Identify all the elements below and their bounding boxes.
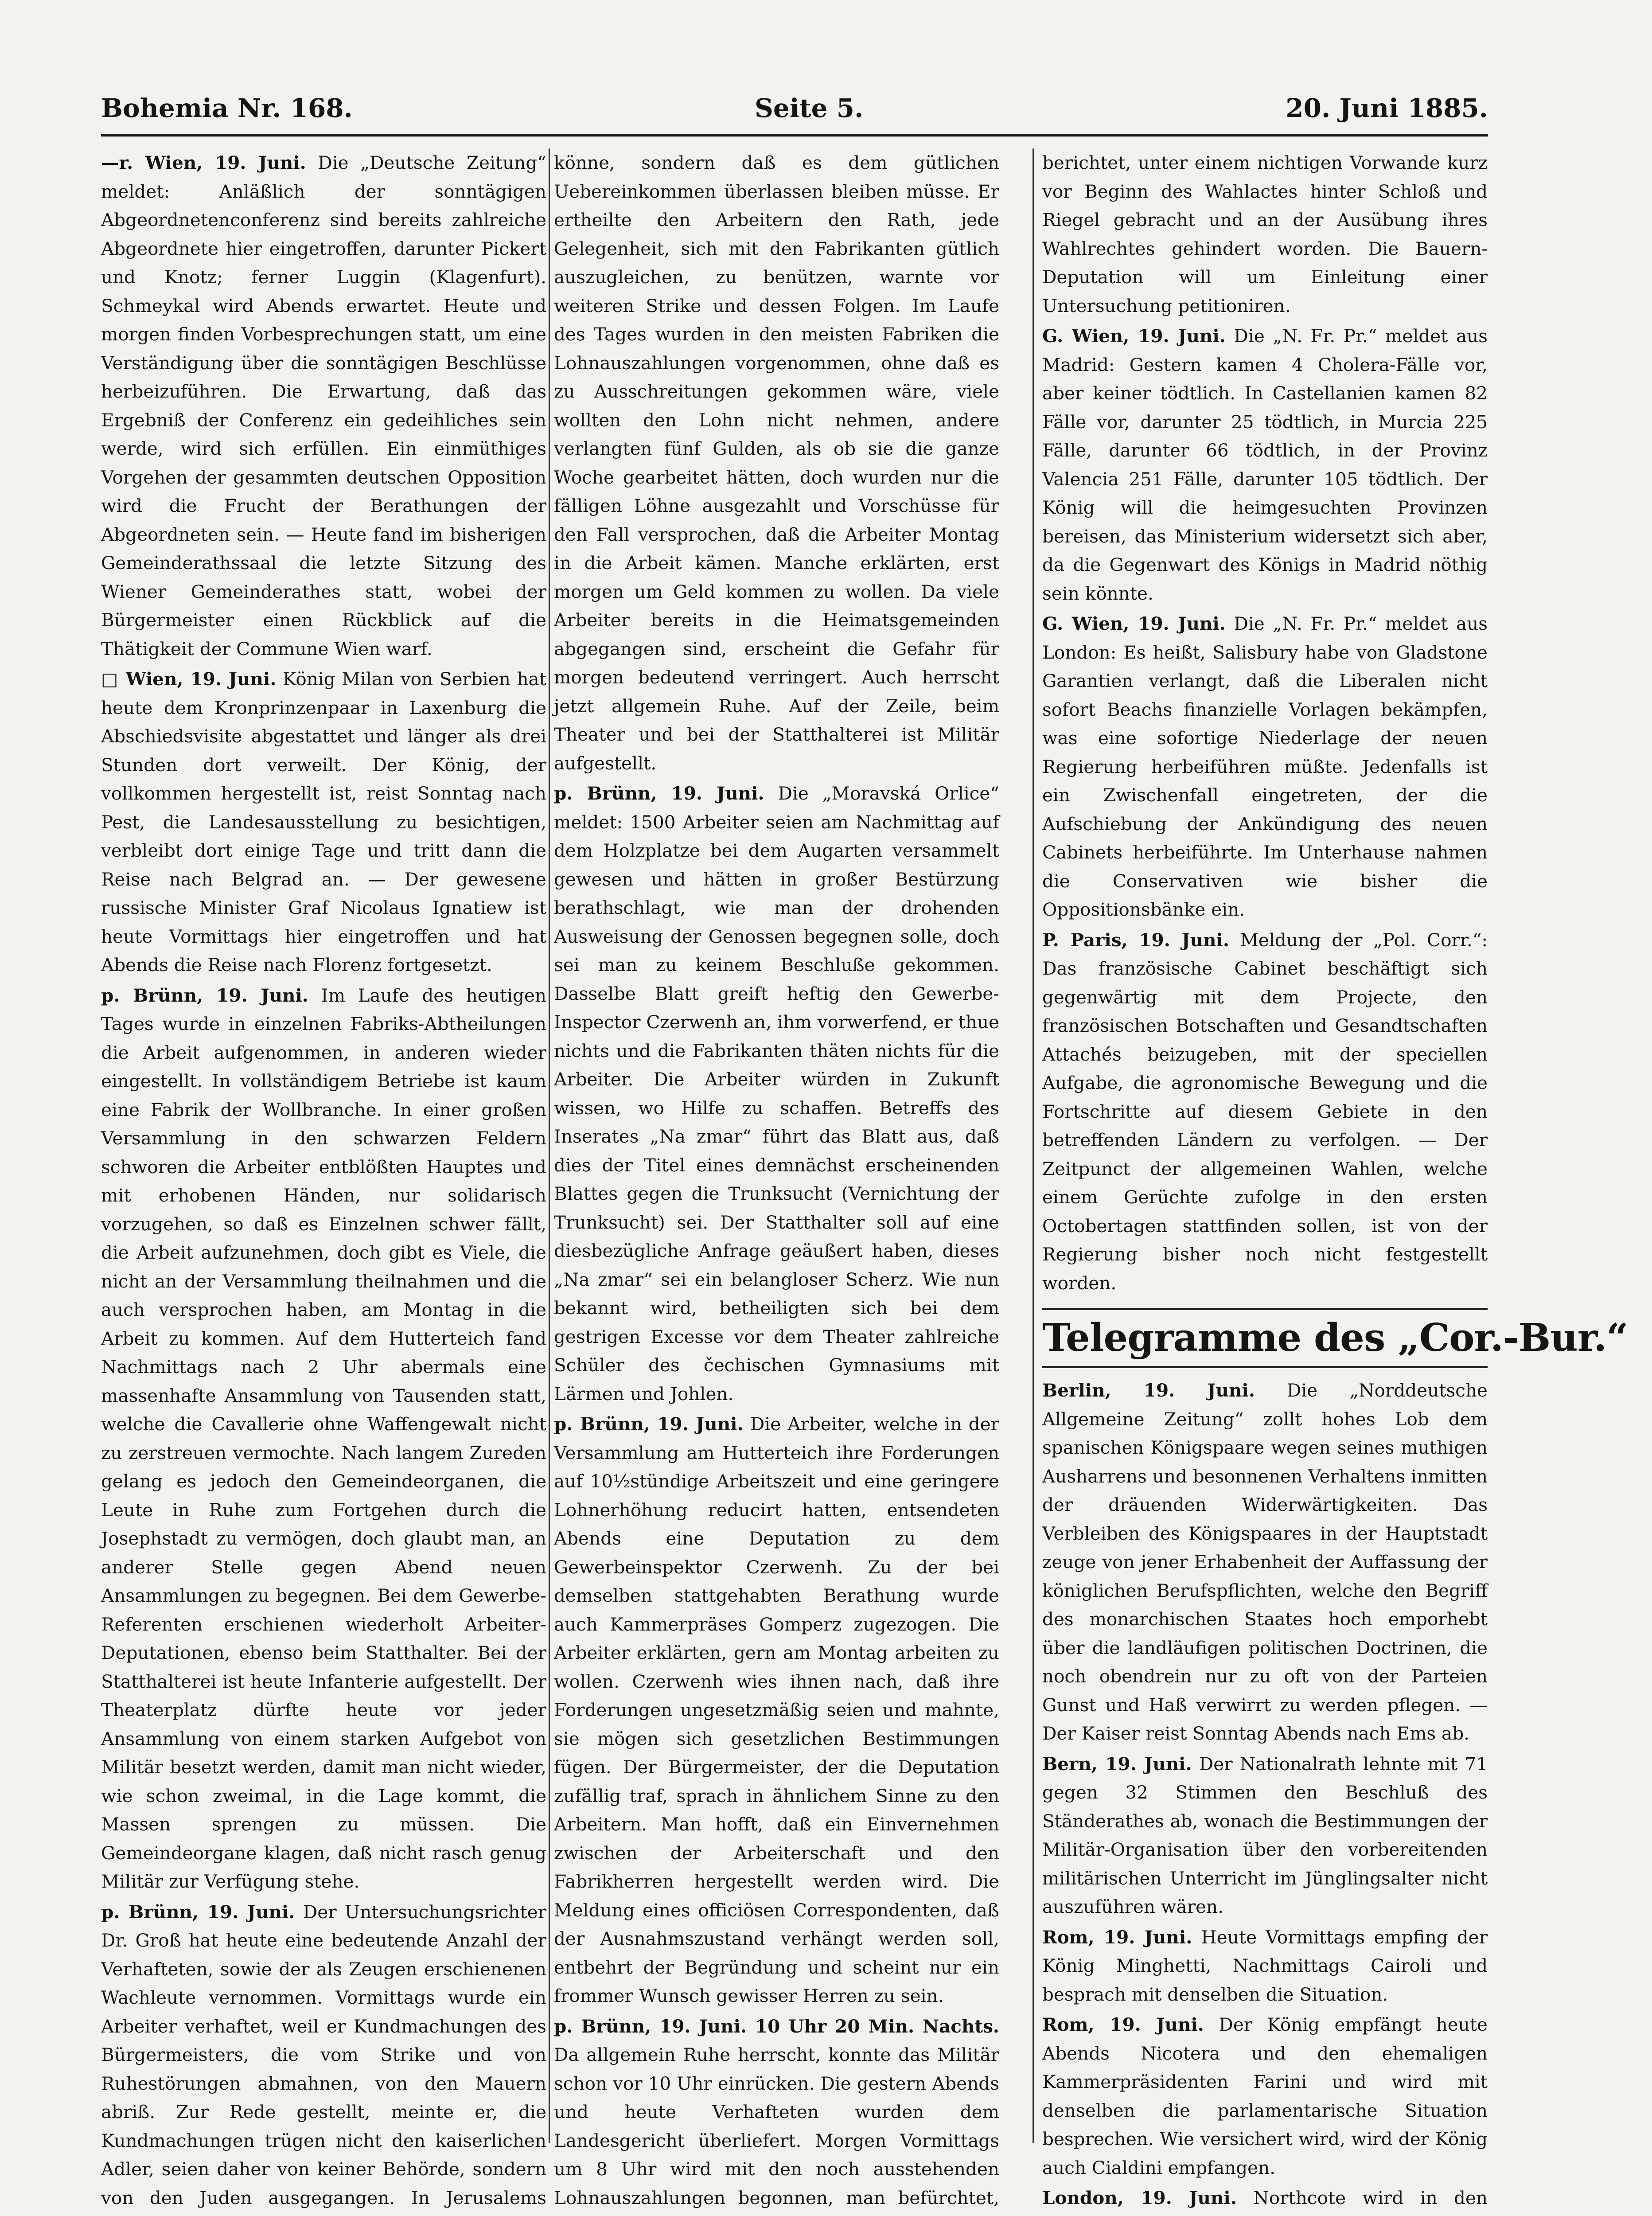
column-2 xyxy=(554,148,999,2216)
telegram-text: Northcote wird in den xyxy=(1253,2187,1488,2208)
article-text: Da allgemein Ruhe herrscht, konnte das Militär schon vor 10 Uhr einrücken. Die gestern Abends und heute Verhafteten wurden dem Landesgericht überliefert. Morgen Vormittags um 8 Uhr wird mit den noch ausstehenden Lohnauszahlungen begonnen, man befürchtet, xyxy=(554,2044,999,2208)
telegram xyxy=(1042,2184,1488,2216)
issue-date: 20. Juni 1885. xyxy=(1286,93,1488,123)
dateline: Rom, 19. Juni. xyxy=(1042,1926,1192,1948)
article-text: Die „N. Fr. Pr.“ meldet aus Madrid: Gestern kamen 4 Cholera-Fälle vor, aber keiner tödtlich. In Castellanien kamen 82 Fälle vor, darunter 25 tödtlich, in Murcia 225 Fälle, darunter 66 tödtlich, in der Provinz Valencia 251 Fälle, darunter 105 tödtlich. Der König will die heimgesuchten Provinzen bereisen, das Ministerium widersetzt sich aber, da die Gegenwart des Königs in Madrid nöthig sein könnte. xyxy=(1042,325,1488,604)
article xyxy=(101,665,546,979)
dateline: p. Brünn, 19. Juni. xyxy=(101,984,308,1006)
dateline: p. Brünn, 19. Juni. xyxy=(554,783,764,804)
article xyxy=(1042,609,1488,924)
telegram xyxy=(1042,1923,1488,2009)
dateline: p. Brünn, 19. Juni. xyxy=(101,1901,295,1923)
article-text: Im Laufe des heutigen Tages wurde in einzelnen Fabriks-Abtheilungen die Arbeit aufgenommen, in anderen wieder eingestellt. In vollständigem Betriebe ist kaum eine Fabrik der Wollbranche. In einer großen Versammlung in den schwarzen Feldern schworen die Arbeiter entblößten Hauptes und mit erhobenen Händen, nur solidarisch vorzugehen, so daß es Einzelnen schwer fällt, die Arbeit aufzunehmen, doch gibt es Viele, die nicht an der Versammlung theilnahmen und die auch versprochen haben, am Montag in die Arbeit zu kommen. Auf dem Hutterteich fand Nachmittags nach 2 Uhr abermals eine massenhafte Ansammlung von Tausenden statt, welche die Cavallerie ohne Waffengewalt nicht zu zerstreuen vermochte. Nach langem Zureden gelang es jedoch den Gemeindeorganen, die Leute in Ruhe zum Fortgehen durch die Josephstadt zu vermögen, doch glaubt man, an anderer Stelle gegen Abend neuen Ansammlungen zu begegnen. Bei dem Gewerbe-Referenten erschienen wiederholt Arbeiter-Deputationen, ebenso beim Statthalter. Bei der Statthalterei ist heute Infanterie aufgestellt. Der Theaterplatz dürfte heute vor jeder Ansammlung von einem starken Aufgebot von Militär besetzt werden, damit man nicht wieder, wie schon zweimal, in die Lage kommt, die Massen sprengen zu müssen. Die Gemeindeorgane klagen, daß nicht rasch genug Militär zur Verfügung stehe. xyxy=(101,984,547,1892)
article-text: Die Arbeiter, welche in der Versammlung am Hutterteich ihre Forderungen auf 10½stündige Arbeitszeit und eine geringere Lohnerhöhung reducirt hatten, entsendeten Abends eine Deputation zu dem Gewerbeinspektor Czerwenh. Zu der bei demselben stattgehabten Berathung wurde auch Kammerpräses Gomperz zugezogen. Die Arbeiter erklärten, gern am Montag arbeiten zu wollen. Czerwenh wies ihnen nach, daß ihre Forderungen ungesetzmäßig seien und mahnte, sie mögen sich gesetzlichen Bestimmungen fügen. Der Bürgermeister, der die Deputation zufällig traf, sprach in ähnlichem Sinne zu den Arbeitern. Man hofft, daß ein Einvernehmen zwischen der Arbeiterschaft und den Fabrikherren hergestellt werden wird. Die Meldung eines officiösen Correspondenten, daß der Ausnahmszustand verhängt werden soll, entbehrt der Begründung und scheint nur ein frommer Wunsch gewisser Herren zu sein. xyxy=(554,1413,999,2006)
telegram xyxy=(1042,1376,1488,1748)
telegram-text: Der Nationalrath lehnte mit 71 gegen 32 Stimmen den Beschluß des Ständerathes ab, wonach die Bestimmungen der Militär-Organisation über den vorbereitenden militärischen Unterricht im Jünglingsalter nicht auszuführen wären. xyxy=(1042,1753,1488,1917)
article xyxy=(554,148,999,777)
article-text: könne, sondern daß es dem gütlichen Uebereinkommen überlassen bleiben müsse. Er ertheilte den Arbeitern den Rath, jede Gelegenheit, sich mit den Fabrikanten gütlich auszugleichen, zu benützen, warnte vor weiteren Strike und dessen Folgen. Im Laufe des Tages wurden in den meisten Fabriken die Lohnauszahlungen vorgenommen, ohne daß es zu Ausschreitungen gekommen wäre, viele wollten den Lohn nicht nehmen, andere verlangten fünf Gulden, als ob sie die ganze Woche gearbeitet hätten, doch wurden nur die fälligen Löhne ausgezahlt und Vorschüsse für den Fall versprochen, daß die Arbeiter Montag in die Arbeit kämen. Manche erklärten, erst morgen um Geld kommen zu wollen. Da viele Arbeiter bereits in die Heimatsgemeinden abgegangen sind, erscheint die Gefahr für morgen bedeutend verringert. Auch herrscht jetzt allgemein Ruhe. Auf der Zeile, beim Theater und bei der Statthalterei ist Militär aufgestellt. xyxy=(554,152,999,774)
dateline: G. Wien, 19. Juni. xyxy=(1042,325,1226,347)
issue-number: Bohemia Nr. 168. xyxy=(101,93,353,123)
dateline: P. Paris, 19. Juni. xyxy=(1042,929,1230,951)
article-text: Die „Moravská Orlice“ meldet: 1500 Arbeiter seien am Nachmittag auf dem Holzplatze bei dem Augarten versammelt gewesen und hätten in großer Bestürzung berathschlagt, wie man der drohenden Ausweisung der Genossen begegnen solle, doch sei man zu keinem Beschluße gekommen. Dasselbe Blatt greift heftig den Gewerbe-Inspector Czerwenh an, ihm vorwerfend, er thue nichts und die Fabrikanten thäten nichts für die Arbeiter. Die Arbeiter würden in Zukunft wissen, wo Hilfe zu schaffen. Betreffs des Inserates „Na zmar“ führt das Blatt aus, daß dies der Titel eines demnächst erscheinenden Blattes gegen die Trunksucht (Vernichtung der Trunksucht) sei. Der Statthalter soll auf eine diesbezügliche Anfrage geäußert haben, dieses „Na zmar“ sei ein belangloser Scherz. Wie nun bekannt wird, betheiligten sich bei dem gestrigen Excesse vor dem Theater zahlreiche Schüler des čechischen Gymnasiums mit Lärmen und Johlen. xyxy=(554,783,1000,1405)
dateline: —r. Wien, 19. Juni. xyxy=(101,152,306,173)
dateline: G. Wien, 19. Juni. xyxy=(1042,613,1226,634)
article xyxy=(1042,926,1488,1298)
dateline: □ Wien, 19. Juni. xyxy=(101,668,277,690)
dateline: London, 19. Juni. xyxy=(1042,2187,1237,2208)
article xyxy=(1042,148,1488,320)
article-text: Die „N. Fr. Pr.“ meldet aus London: Es heißt, Salisbury habe von Gladstone Garantien verlangt, daß die Liberalen nicht sofort Beachs finanzielle Vorlagen bekämpfen, was eine sofortige Niederlage der neuen Regierung herbeiführen müßte. Jedenfalls ist ein Zwischenfall eingetreten, der die Aufschiebung der Ankündigung des neuen Cabinets herbeiführte. Im Unterhause nahmen die Conservativen wie bisher die Oppositionsbänke ein. xyxy=(1042,613,1488,920)
telegram-heading: Telegramme des „Cor.-Bur.“ xyxy=(1042,1308,1488,1368)
column-divider xyxy=(1032,148,1034,2143)
article xyxy=(101,981,546,1896)
article-text: König Milan von Serbien hat heute dem Kronprinzenpaar in Laxenburg die Abschiedsvisite abgestattet und länger als drei Stunden dort verweilt. Der König, der vollkommen hergestellt ist, reist Sonntag nach Pest, die Landesausstellung zu besichtigen, verbleibt dort einige Tage und tritt dann die Reise nach Belgrad an. — Der gewesene russische Minister Graf Nicolaus Ignatiew ist heute Vormittags hier eingetroffen und hat Abends die Reise nach Florenz fortgesetzt. xyxy=(101,668,547,975)
column-divider xyxy=(549,148,550,2143)
telegram xyxy=(1042,2010,1488,2182)
page-header xyxy=(101,84,1488,133)
column-1 xyxy=(101,148,546,2216)
telegram xyxy=(1042,1750,1488,1921)
article xyxy=(101,1898,546,2216)
column-3 xyxy=(1042,148,1628,2216)
dateline: Bern, 19. Juni. xyxy=(1042,1753,1192,1775)
article-text: berichtet, unter einem nichtigen Vorwande kurz vor Beginn des Wahlactes hinter Schloß und Riegel gebracht und an der Ausübung ihres Wahlrechtes gehindert worden. Die Bauern-Deputation will um Einleitung einer Untersuchung petitioniren. xyxy=(1042,152,1488,316)
article xyxy=(554,1410,999,2010)
page-number: Seite 5. xyxy=(755,93,864,123)
dateline: p. Brünn, 19. Juni. 10 Uhr 20 Min. Nachts. xyxy=(554,2015,999,2037)
article xyxy=(1042,322,1488,608)
dateline: Rom, 19. Juni. xyxy=(1042,2014,1204,2035)
article xyxy=(554,779,999,1408)
telegram-text: Die „Norddeutsche Allgemeine Zeitung“ zollt hohes Lob dem spanischen Königspaare wegen seines muthigen Ausharrens und besonnenen Verhaltens inmitten der dräuenden Widerwärtigkeiten. Das Verbleiben des Königspaares in der Hauptstadt zeuge von jener Erhabenheit der Auffassung der königlichen Berufspflichten, welche den Begriff des monarchischen Staates hoch emporhebt über die landläufigen politischen Doctrinen, die noch obendrein nur zu oft von der Parteien Gunst und Haß verwirrt zu werden pflegen. — Der Kaiser reist Sonntag Abends nach Ems ab. xyxy=(1042,1380,1488,1744)
article xyxy=(101,148,546,663)
dateline: Berlin, 19. Juni. xyxy=(1042,1380,1255,1401)
article-text: Meldung der „Pol. Corr.“: Das französische Cabinet beschäftigt sich gegenwärtig mit dem Projecte, den französischen Botschaften und Gesandtschaften Attachés beizugeben, mit der speciellen Aufgabe, die agronomische Bewegung und die Fortschritte auf diesem Gebiete in den betreffenden Ländern zu verfolgen. — Der Zeitpunct der allgemeinen Wahlen, welche einem Gerüchte zufolge in den ersten Octobertagen stattfinden sollen, ist von der Regierung bisher noch nicht festgestellt worden. xyxy=(1042,929,1488,1294)
telegram-text: Der König empfängt heute Abends Nicotera und den ehemaligen Kammerpräsidenten Farini und wird mit denselben die parlamentarische Situation besprechen. Wie versichert wird, wird der König auch Cialdini empfangen. xyxy=(1042,2014,1488,2178)
article-text: Die „Deutsche Zeitung“ meldet: Anläßlich der sonntägigen Abgeordnetenconferenz sind bereits zahlreiche Abgeordnete hier eingetroffen, darunter Pickert und Knotz; ferner Luggin (Klagenfurt). Schmeykal wird Abends erwartet. Heute und morgen finden Vorbesprechungen statt, um eine Verständigung über die sonntägigen Beschlüsse herbeizuführen. Die Erwartung, daß das Ergebniß der Conferenz ein gedeihliches sein werde, wird sich erfüllen. Ein einmüthiges Vorgehen der gesammten deutschen Opposition wird die Frucht der Berathungen der Abgeordneten sein. — Heute fand im bisherigen Gemeinderathssaal die letzte Sitzung des Wiener Gemeinderathes statt, wobei der Bürgermeister einen Rückblick auf die Thätigkeit der Commune Wien warf. xyxy=(101,152,546,659)
header-rule xyxy=(101,134,1488,137)
article xyxy=(554,2012,999,2216)
telegram-text: Heute Vormittags empfing der König Minghetti, Nachmittags Cairoli und besprach mit denselben die Situation. xyxy=(1042,1926,1488,2005)
article-text: Der Untersuchungsrichter Dr. Groß hat heute eine bedeutende Anzahl der Verhafteten, sowie der als Zeugen erschienenen Wachleute vernommen. Vormittags wurde ein Arbeiter verhaftet, weil er Kundmachungen des Bürgermeisters, die vom Strike und von Ruhestörungen abmahnen, von den Mauern abriß. Zur Rede gestellt, meinte er, die Kundmachungen trügen nicht den kaiserlichen Adler, seien daher von keiner Behörde, sondern von den Juden ausgegangen. In Jerusalems xyxy=(101,1901,546,2208)
dateline: p. Brünn, 19. Juni. xyxy=(554,1413,744,1435)
